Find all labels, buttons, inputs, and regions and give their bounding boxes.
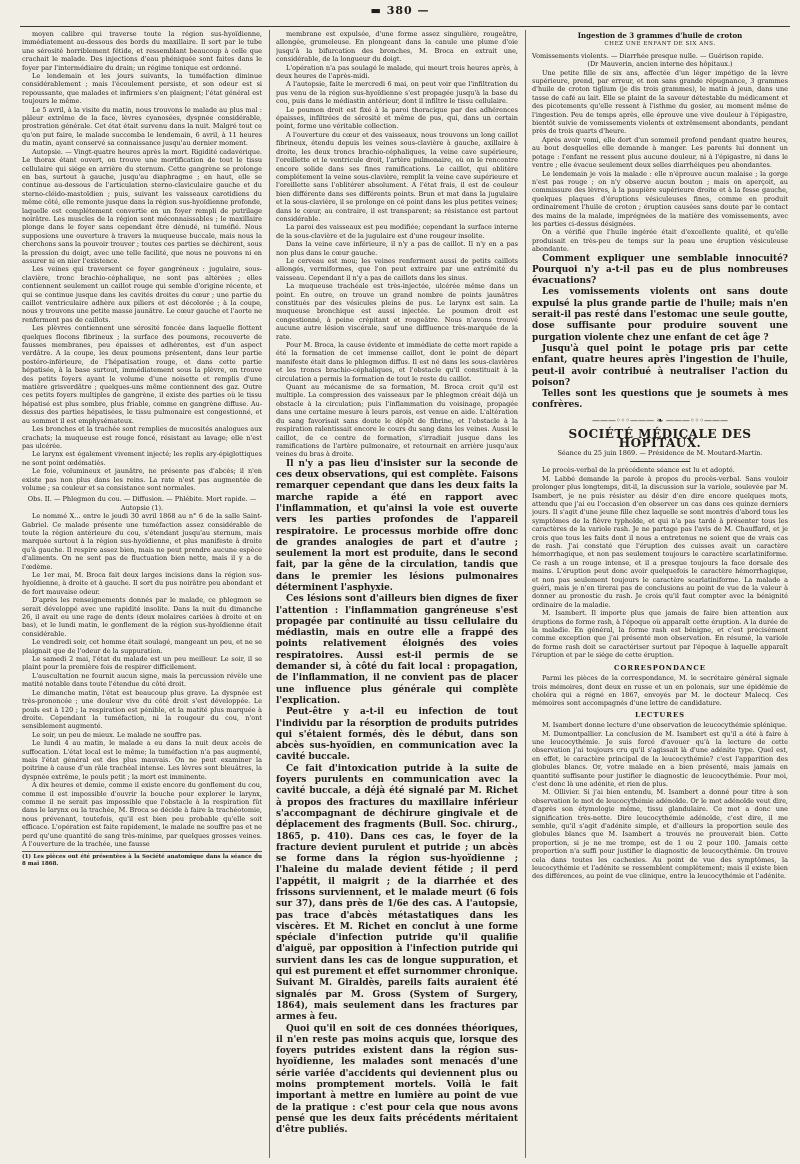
article-author: (Dr Mauverin, ancien interne des hôpitaux.) (587, 60, 733, 69)
paragraph: Le procès-verbal de la précédente séance est lu et adopté. (542, 466, 735, 475)
paragraph: Dans la veine cave inférieure, il n'y a pas de caillot. Il n'y en a pas non plus dans le cœur gauche. (276, 240, 518, 257)
paragraph: A dix heures et demie, comme il existe encore du gonflement du cou, comme il est impossible d'ouvrir la bouche pour explorer le larynx, comme il ne serait pas impossible que l'obstacle à la respiration fût dans le larynx ou la trachée, M. Broca se décide à faire la trachéotomie, nous prévenant, toutefois, qu'il est bien peu probable qu'elle soit efficace. L'opération est faite rapidement, le malade ne souffre pas et ne perd qu'une quantité de sang très-minime, par quelques grosses veines. A l'ouverture de la trachée, une fausse (22, 781, 262, 848)
session-line: Séance du 25 juin 1869. — Présidence de M. Moutard-Martin. (557, 448, 763, 457)
paragraph: Le 5 avril, à la visite du matin, nous trouvons le malade au plus mal : pâleur extrême de la face, lèvres cyanosées, dyspnée considérable, prostration générale. Cet état était survenu dans la nuit. Malgré tout ce qu'on put faire, le malade succomba le lendemain, 6 avril, à 11 heures du matin, ayant conservé sa connaissance jusqu'au dernier moment. (22, 105, 262, 148)
paragraph: Le nommé X... entre le jeudi 30 avril 1868 au n° 6 de la salle Saint-Gabriel. Ce malade présente une tuméfaction assez considérable de toute la région antérieure du cou, s'étendant jusqu'au sternum, mais marquée surtout à la région sus-hyoïdienne, et plus manifeste à droite qu'à gauche. Il respire assez bien, mais ne peut prendre aucune espèce d'aliments. On ne sent pas de fluctuation bien nette, mais il y a de l'œdème. (22, 512, 262, 571)
paragraph: Le lendemain et les jours suivants, la tuméfaction diminue considérablement ; mais l'écoulement persiste, et son odeur est si repoussante, que malades et infirmiers s'en plaignent; l'état général est toujours le même. (22, 72, 262, 106)
paragraph: On a vérifié que l'huile ingérée était d'excellente qualité, et qu'elle produisait en très-peu de temps sur la peau une éruption vésiculeuse abondante. (532, 228, 788, 254)
paragraph: La muqueuse trachéale est très-injectée, ulcérée même dans un point. En outre, on trouve un grand nombre de points jaunâtres constitués par des vésicules pleins de pus. Le larynx est sain. La muqueuse bronchique est aussi injectée. Le poumon droit est congestionné, à peine crépitant et rougeâtre. Nous n'avons trouvé aucune autre lésion viscérale, sauf une diffluence très-marquée de la rate. (276, 282, 518, 341)
paragraph: M. Isambert. Il importe plus que jamais de faire bien attention aux éruptions de forme rash, à l'époque où apparaît cette éruption. A la durée de la maladie. En général, la forme rash est bénigne, et c'est précisément comme exception que j'ai présenté mon observation. En résumé, la variole de forme rash doit se caractériser surtout par l'époque à laquelle apparaît l'éruption et par le siége de cette éruption. (532, 609, 788, 660)
paragraph: membrane est expulsée, d'une forme assez singulière, rougeâtre, allongée, grumeleuse. En plongeant dans la canule une plume d'oie jusqu'à la bifurcation des bronches, M. Broca en extrait une, considérable, de la longueur du doigt. (276, 30, 518, 64)
paragraph: Jusqu'à quel point le potage pris par cette enfant, quatre heures après l'ingestion de l'huile, peut-il avoir contribué à neutraliser l'action du poison? (532, 343, 788, 388)
paragraph: Le poumon droit est fixé à la paroi thoracique par des adhérences épaisses, infiltrées de sérosité et même de pus, qui, dans un certain point, forme une véritable collection. (276, 105, 518, 131)
paragraph: L'opération n'a pas soulagé le malade, qui meurt trois heures après, à deux heures de l'après-midi. (276, 63, 518, 81)
paragraph: M. Dumontpallier. La conclusion de M. Isambert est qu'il a été à faire à une leucocythémie. Je suis forcé d'avouer qu'à la lecture de cette observation j'ai toujours cru qu'il s'agissait là d'une adénite type. Quel est, en effet, le caractère principal de la leucocythémie? c'est l'apparition des globules blancs. Or, votre malade en a bien présenté, mais jamais en quantité suffisante pour justifier le diagnostic de leucocythémie. Pour moi, c'est donc là une adénite, et rien de plus. (532, 729, 788, 788)
paragraph: Ce fait d'intoxication putride à la suite de foyers purulents en communication avec la cavité buccale, a déjà été signalé par M. Richet à propos des fractures du maxillaire inférieur s'accompagnant de déchirure gingivale et de déplacement des fragments (Bull. Soc. chirurg., 1865, p. 410). Dans ces cas, le foyer de la fracture devient purulent et putride ; un abcès se forme dans la région sus-hyoïdienne ; l'haleine du malade devient fétide ; il perd l'appétit, il maigrit ; de la diarrhée et des frissons surviennent, et le malade meurt (6 fois sur 37), dans près de 1/6e des cas. A l'autopsie, pas trace d'abcès métastatiques dans les viscères. Et M. Richet en conclut à une forme spéciale d'infection putride qu'il qualifie d'aiguë, par opposition à l'infection putride qui survient dans les cas de longue suppuration, et qui est purement et effet surnommer chronique. Suivant M. Giraldès, pareils faits auraient été signalés par M. Gross (System of Surgery, 1864), mais seulement dans les fractures par armes à feu. (276, 763, 518, 1023)
column-right (532, 30, 788, 1158)
column-left (22, 30, 262, 1158)
paragraph: Quant au mécanisme de sa formation, M. Broca croit qu'il est multiple. La compression des vaisseaux par le phlegmon créait déjà un obstacle à la circulation; puis l'inflammation du voisinage, propagée dans une certaine mesure à leurs parois, est venue en aide. L'altération du sang favorisait sans doute le dépôt de fibrine, et l'obstacle à la respiration ralentissait encore le cours du sang dans les veines. Aussi le caillot, de ce centre de formation, s'irradiait jusque dans les ramifications de l'artère pulmonaire, et retournait en arrière jusqu'aux veines du bras à droite. (276, 383, 518, 459)
divider (630, 461, 690, 462)
footnote-text: (1) Les pièces ont été présentées à la Société anatomique dans la séance du 8 mai 1868. (22, 854, 262, 868)
ornament-divider: ———◦◦◦——— ❧ ———◦◦◦——— (591, 415, 729, 425)
paragraph: M. Isambert donne lecture d'une observation de leucocythémie splénique. (542, 721, 788, 730)
paragraph: Le cerveau est mou; les veines renferment aussi de petits caillots allongés, vermiformes, que l'on peut extraire par une extrémité du vaisseau. Cependant il n'y a pas de caillots dans les sinus. (276, 256, 518, 282)
paragraph: Le lundi 4 au matin, le malade a eu dans la nuit deux accès de suffocation. L'état local est le même; la tuméfaction n'a pas augmenté, mais l'état général est des plus mauvais. On ne peut examiner la poitrine à cause d'un râle trachéal intense. Les lèvres sont bleuâtres, la dyspnée extrême, le pouls petit ; la mort est imminente. (22, 739, 262, 781)
paragraph: D'après les renseignements donnés par le malade, ce phlegmon se serait développé avec une rapidité insolite. Dans la nuit du dimanche 26, il avait eu une rage de dents (deux molaires cariées à droite et en bas), et le lundi matin, le gonflement de la région sus-hyoïdienne était considérable. (22, 596, 262, 638)
paragraph: Les vomissements violents ont sans doute expulsé la plus grande partie de l'huile; mais n'en serait-il pas resté dans l'estomac une seule goutte, dose suffisante pour produire souvent une purgation violente chez une enfant de cet âge ? (532, 287, 788, 343)
paragraph: Le soir, un peu de mieux. Le malade ne souffre pas. (32, 730, 202, 739)
article-subtitle: CHEZ UNE ENFANT DE SIX ANS. (604, 41, 716, 48)
paragraph: Le samedi 2 mai, l'état du malade est un peu meilleur. Le soir, il se plaint pour la première fois de respirer difficilement. (22, 655, 262, 672)
paragraph: Le foie, volumineux et jaunâtre, ne présente pas d'abcès; il n'en existe pas non plus dans les reins. La rate n'est pas augmentée de volume ; sa couleur et sa consistance sont normales. (22, 467, 262, 492)
paragraph: Les plèvres contiennent une sérosité foncée dans laquelle flottent quelques flocons fibrineux ; la surface des poumons, recouverte de fausses membranes, peu épaisses et adhérentes, est d'un aspect verdâtre. A la coupe, les deux poumons présentent, dans leur partie postéro-inférieure, de l'hépatisation rouge, et dans cette partie hépatisée, à la base surtout, immédiatement sous la plèvre, on trouve des petits foyers ayant le volume d'une noisette et remplis d'une matière grisverdâtre ; quelques-uns même contiennent des gaz. Outre ces petits foyers multiples de gangrène, il existe des parties où le tissu hépatisé est plus sombre, plus friable, comme en gangrène diffuse. Au-dessus des parties hépatisées, le tissu pulmonaire est congestionné, et au sommet il est emphysémateux. (22, 324, 262, 425)
paragraph: Pour M. Broca, la cause évidente et immédiate de cette mort rapide a été la formation de cet immense caillot, dont le point de départ manifeste était dans le phlegmon diffus. Il est né dans les sous-clavières et les troncs brachio-céphaliques, et l'obstacle qu'il constituait à la circulation a permis la formation de tout le reste du caillot. (276, 341, 518, 383)
paragraph: Le vendredi soir, cet homme était soulagé, mangeant un peu, et ne se plaignait que de l'odeur de la suppuration. (22, 638, 262, 655)
commentary (276, 459, 518, 1137)
commentary (532, 254, 788, 412)
paragraph: Les veines qui traversent ce foyer gangréneux : jugulaire, sous-clavière, tronc brachio-céphalique, ne sont pas altérées ; elles contiennent seulement un caillot rouge qui semble d'origine récente, et qui se continue jusque dans les cavités droites du cœur ; une partie du caillot ventriculaire adhère aux piliers et est décolorée ; à la coupe, nous y trouvons une petite masse jaunâtre. Le cœur gauche et l'aorte ne renferment pas de caillots. (22, 265, 262, 324)
paragraph: Telles sont les questions que je soumets à mes confrères. (532, 389, 788, 411)
paragraph: M. Labbé demande la parole à propos du procès-verbal. Sans vouloir prolonger plus longtemps, dit-il, la discussion sur la variole, soulevée par M. Isambert, je ne puis résister au désir d'en dire encore quelques mots, attendu que j'ai eu l'occasion d'en observer un cas dans ces quinze derniers jours. Il s'agit d'une jeune fille chez laquelle se sont montrés d'abord tous les symptômes de la fièvre typhoïde, et qui n'a pas tardé à présenter tous les caractères de la variole rash. Je ne partage pas l'avis de M. Chauffard, et je crois que tous les faits dont il nous a entretenus ne soient que de vrais cas de rash. J'ai constaté que l'éruption des cuisses avait un caractère hémorrhagique, et non pas seulement toujours le caractère scarlatiniforme. Ce rash a un rouge intense, et il a presque toujours la face dorsale des mains. L'éruption peut donc avoir quelquefois le caractère hémorrhagique, et non pas seulement toujours le caractère scarlatiniforme. La malade a guéri, mais je n'en tirerai pas de conclusions au point de vue de la valeur à donner au pronostic du rash. Je crois qu'il faut compter avec la bénignité ordinaire de la maladie. (532, 474, 788, 609)
paragraph: Il n'y a pas lieu d'insister sur la seconde de ces deux observations, qui est complète. Faisons remarquer cependant que dans les deux faits la marche rapide a été en rapport avec l'inflammation, et qu'ainsi la voie est ouverte vers les parties profondes de l'appareil respiratoire. Le processus morbide offre donc de grandes analogies de part et d'autre ; seulement la mort est produite, dans le second fait, par la gêne de la circulation, tandis que dans le premier les lésions pulmonaires déterminent l'asphyxie. (276, 458, 518, 593)
footnote (22, 851, 262, 868)
paragraph: Après avoir vomi, elle dort d'un sommeil profond pendant quatre heures, au bout desquelles elle demande à manger. Les parents lui donnent un potage : l'enfant ne ressent plus aucune douleur, ni à l'épigastre, ni dans le ventre ; elle évacue seulement deux selles diarrhéiques peu abondantes. (532, 135, 788, 170)
article-title: Ingestion de 3 grammes d'huile de croton (577, 31, 743, 40)
observation-title: Obs. II. — Phlegmon du cou. — Diffusion. — Phlébite. Mort rapide. — Autopsie (1). (27, 495, 257, 512)
column-middle (276, 30, 518, 1158)
lectures-heading: LECTURES (634, 710, 686, 719)
paragraph: Le lendemain je vois la malade : elle n'éprouve aucun malaise ; la gorge n'est pas rouge ; on n'y observe aucun bouton ; mais on aperçoit, au commissure des lèvres, à la paupière supérieure droite et à la fesse gauche, quelques plaques d'éruptions vésiculeuses fines, comme en produit ordinairement l'huile de croton ; éruption causées sans doute par le contact des mains de la malade, imprégnées de la matière des vomissements, avec les parties ci-dessus désignées. (532, 169, 788, 228)
paragraph: Le larynx est également vivement injecté; les replis ary-épiglottiques ne sont point œdématiés. (22, 450, 262, 467)
article-summary: Vomissements violents. — Diarrhée presque nulle. — Guérison rapide. (532, 51, 764, 60)
paragraph: La paroi des vaisseaux est peu modifiée; cependant la surface interne de la sous-clavière et de la jugulaire est d'une rougeur insolite. (276, 223, 518, 240)
paragraph: Les bronches et la trachée sont remplies de mucosités analogues aux crachats; la muqueuse est rouge foncé, résistant au lavage; elle n'est pas ulcérée. (22, 425, 262, 450)
column-separator (525, 30, 526, 1158)
paragraph: Comment expliquer une semblable innocuité? Pourquoi n'y a-t-il pas eu de plus nombreuses évacuations? (532, 253, 788, 287)
paragraph: Le dimanche matin, l'état est beaucoup plus grave. La dyspnée est très-prononcée ; une douleur vive du côté droit s'est développée. Le pouls est à 120 ; la respiration est pénible, et la matité plus marquée à droite. Cependant la tuméfaction, ni la rougeur du cou, n'ont sensiblement augmenté. (22, 688, 262, 731)
paragraph: Autopsie. — Vingt-quatre heures après la mort. Rigidité cadavérique. Le thorax étant ouvert, on trouve une mortification de tout le tissu cellulaire qui siége en arrière du sternum. Cette gangrène se prolonge en bas, surtout à gauche, jusqu'au diaphragme ; en haut, elle se continue au-dessous de l'articulation sterno-claviculaire gauche et du sterno-cléido-mastoïdien ; puis, suivant les vaisseaux carotidiens du même côté, elle remonte jusque dans la région sus-hyoïdienne profonde, laquelle est complétement convertie en un foyer rempli de putrilage noirâtre. Les muscles de la région sont méconnaissables ; le maxillaire plonge dans le foyer sans cependant être dénudé, ni tuméfié. Nous supposions une ouverture à travers la muqueuse buccale, mais nous la cherchons sans la pouvoir trouver ; toutes ces parties se déchirent, sous la pression du doigt, avec une telle facilité, que nous ne pouvons ni en assurer ni en nier l'existence. (22, 147, 262, 265)
paragraph: Peut-être y a-t-il eu infection de tout l'individu par la résorption de produits putrides qui s'étaient formés, dès le début, dans son abcès sus-hyoïdien, en communication avec la cavité buccale. (276, 707, 518, 763)
paragraph: A l'ouverture du cœur et des vaisseaux, nous trouvons un long caillot fibrineux, étendu depuis les veines sous-clavière à gauche, axillaire à droite, les deux troncs brachio-céphaliques, la veine cave supérieure, l'oreillette et le ventricule droit, l'artère pulmonaire, où on le rencontre encore solide dans ses fines ramifications. Le caillot, qui oblitère complétement la veine sous-clavière, remplit la veine cave supérieure et l'oreillette sans l'oblitérer absolument. A l'état frais, il est de couleur bien différente dans ses différents points. Brun et mat dans la jugulaire et la sous-clavière, il se prolonge en cé point dans les plus petites veines; dans le cœur, au contraire, il est transparent; sa résistance est partout considérable. (276, 130, 518, 223)
paragraph: Une petite fille de six ans, affectée d'un léger impétigo de la lèvre supérieure, prend, par erreur, et non sans grande répugnance, 3 grammes d'huile de croton tiglium (je dis trois grammes), le matin à jeun, dans une tasse de café au lait. Elle se plaint de la saveur détestable du médicament et des picotements qu'elle ressent à l'isthme du gosier, au moment même de l'ingestion. Peu de temps après, elle éprouve une vive douleur à l'épigastre, bientôt suivie de vomissements violents et extrêmement abondants, pendant près de trois quarts d'heure. (532, 68, 788, 136)
page-number: ▬ 380 — (370, 4, 430, 17)
section-title: SOCIÉTÉ MÉDICALE DES HOPITAUX. (568, 427, 752, 450)
paragraph: moyen calibre qui traverse toute la région sus-hyoïdienne, immédiatement au-dessous des bords du maxillaire. Il sort par le tube une sérosité horriblement fétide, et ressemblant beaucoup à celle que crachait le malade. Des injections d'eau phéniquée sont faites dans le foyer par l'intermédiaire du drain; un régime tonique est ordonné. (22, 30, 262, 72)
correspondance-heading: CORRESPONDANCE (614, 663, 706, 672)
paragraph: Ces lésions sont d'ailleurs bien dignes de fixer l'attention : l'inflammation gangréneuse s'est propagée par continuité au tissu cellulaire du médiastin, mais en outre elle a frappé des points relativement éloignés des voies respiratoires. Aussi est-il permis de se demander si, à côté du fait local : propagation, de l'inflammation, il ne convient pas de placer une influence plus générale qui complète l'explication. (276, 594, 518, 706)
column-separator (269, 30, 270, 1158)
top-rule (20, 26, 790, 27)
paragraph: A l'autopsie, faite le mercredi 6 mai, on peut voir que l'infiltration du pus venu de la région sus-hyoïdienne s'est propagée jusqu'à la base du cou, puis dans le médiastin antérieur, dont il infiltre le tissu cellulaire. (276, 80, 518, 106)
paragraph: Le 1er mai, M. Broca fait deux larges incisions dans la région sus-hyoïdienne, à droite et à gauche. Il sort du pus noirâtre peu abondant et de fort mauvaise odeur. (22, 571, 262, 596)
paragraph: L'auscultation ne fournit aucun signe, mais la percussion révèle une matité notable dans toute l'étendue du côté droit. (22, 671, 262, 689)
paragraph: Quoi qu'il en soit de ces données théoriques, il n'en reste pas moins acquis que, lorsque des foyers putrides existent dans la région sus-hyoïdienne, les malades sont menacés d'une série variée d'accidents qui deviennent plus ou moins promptement mortels. Voilà le fait important à mettre en lumière au point de vue de la pratique : c'est pour cela que nous avons pensé que les deux faits précédents méritaient d'être publiés. (276, 1023, 518, 1136)
paragraph: M. Ollivier. Si j'ai bien entendu, M. Isambert a donné pour titre à son observation le mot de leucocythémie adénoïde. Or le mot adénoïde veut dire, d'après son étymologie même, tissu glandulaire. Ce mot a donc une signification très-nette. Dire leucocythémie adénoïde, c'est dire, il me semble, qu'il s'agit d'adénite simple, et d'ailleurs la proportion seule des globules blancs que M. Isambert a trouvés ne prouverait bien. Cette proportion, si je ne me trompe, est de 1 ou 2 pour 100. Jamais cette proportion n'a suffi pour justifier le diagnostic de leucocythémie. On trouve cela dans toutes les cachexies. Au point de vue des symptômes, la leucocythémie et l'adénite se ressemblent complétement; mais il existe bien des différences, au point de vue clinique, entre la leucocythémie et l'adénite. (532, 788, 788, 881)
paragraph: Parmi les pièces de la correspondance, M. le secrétaire général signale trois mémoires, dont deux en russe et un en polonais, sur une épidémie de choléra qui a régné en 1867, envoyés par M. le docteur Malecq. Ces mémoires sont accompagnés d'une lettre de candidature. (532, 674, 788, 708)
